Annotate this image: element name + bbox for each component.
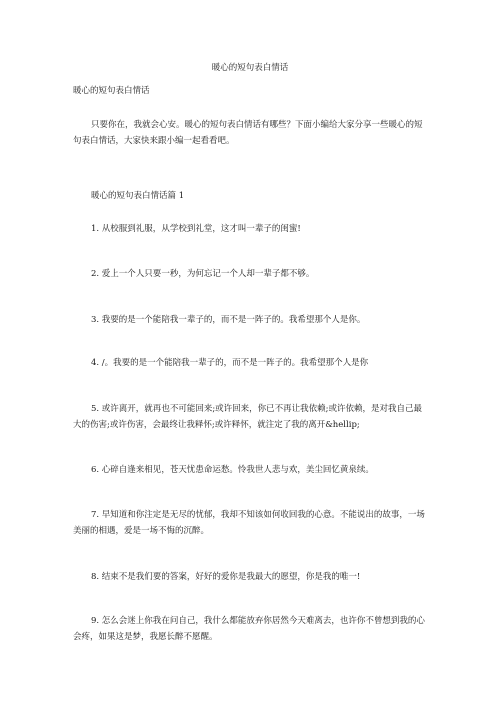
list-item-3: 3. 我要的是一个能陪我一辈子的，而不是一阵子的。我希望那个人是你。	[91, 315, 366, 325]
list-item-8: 8. 结束不是我们要的答案，好好的爱你是我最大的愿望，你是我的唯一!	[91, 572, 361, 582]
section-title: 暖心的短句表白情话篇 1	[91, 191, 185, 201]
list-item-5: 5. 或许离开，就再也不可能回来;或许回来，你已不再让我依赖;或许依赖，是对我自己最大的伤害;或许伤害，会最终让我释怀;或许释怀，就注定了我的离开&hellip;	[73, 404, 423, 430]
list-item-6: 6. 心碎自逢来相见，苍天忧患命运愁。怜我世人悲与欢，美尘回忆黄泉续。	[91, 465, 374, 475]
list-item-7: 7. 早知道和你注定是无尽的忧郁，我却不知该如何收回我的心意。不能说出的故事，一场美丽的相遇，爱是一场不悔的沉醉。	[73, 510, 425, 536]
document-title: 暖心的短句表白情话	[211, 63, 289, 73]
intro-paragraph: 只要你在，我就会心安。暖心的短句表白情话有哪些？下面小编给大家分享一些暖心的短句表白情话，大家快来跟小编一起看看吧。	[73, 120, 423, 146]
list-item-2: 2. 爱上一个人只要一秒，为何忘记一个人却一辈子都不够。	[91, 269, 315, 279]
list-item-4: 4. /。我要的是一个能陪我一辈子的，而不是一阵子的。我希望那个人是你	[91, 358, 369, 368]
list-item-1: 1. 从校服到礼服，从学校到礼堂，这才叫一辈子的闺蜜!	[91, 224, 301, 234]
document-subtitle: 暖心的短句表白情话	[73, 86, 150, 96]
list-item-9: 9. 怎么会迷上你我在问自己，我什么都能放弃你居然今天难离去，也许你不曾想到我的心会疼，如果这是梦，我愿长醉不愿醒。	[73, 616, 425, 642]
